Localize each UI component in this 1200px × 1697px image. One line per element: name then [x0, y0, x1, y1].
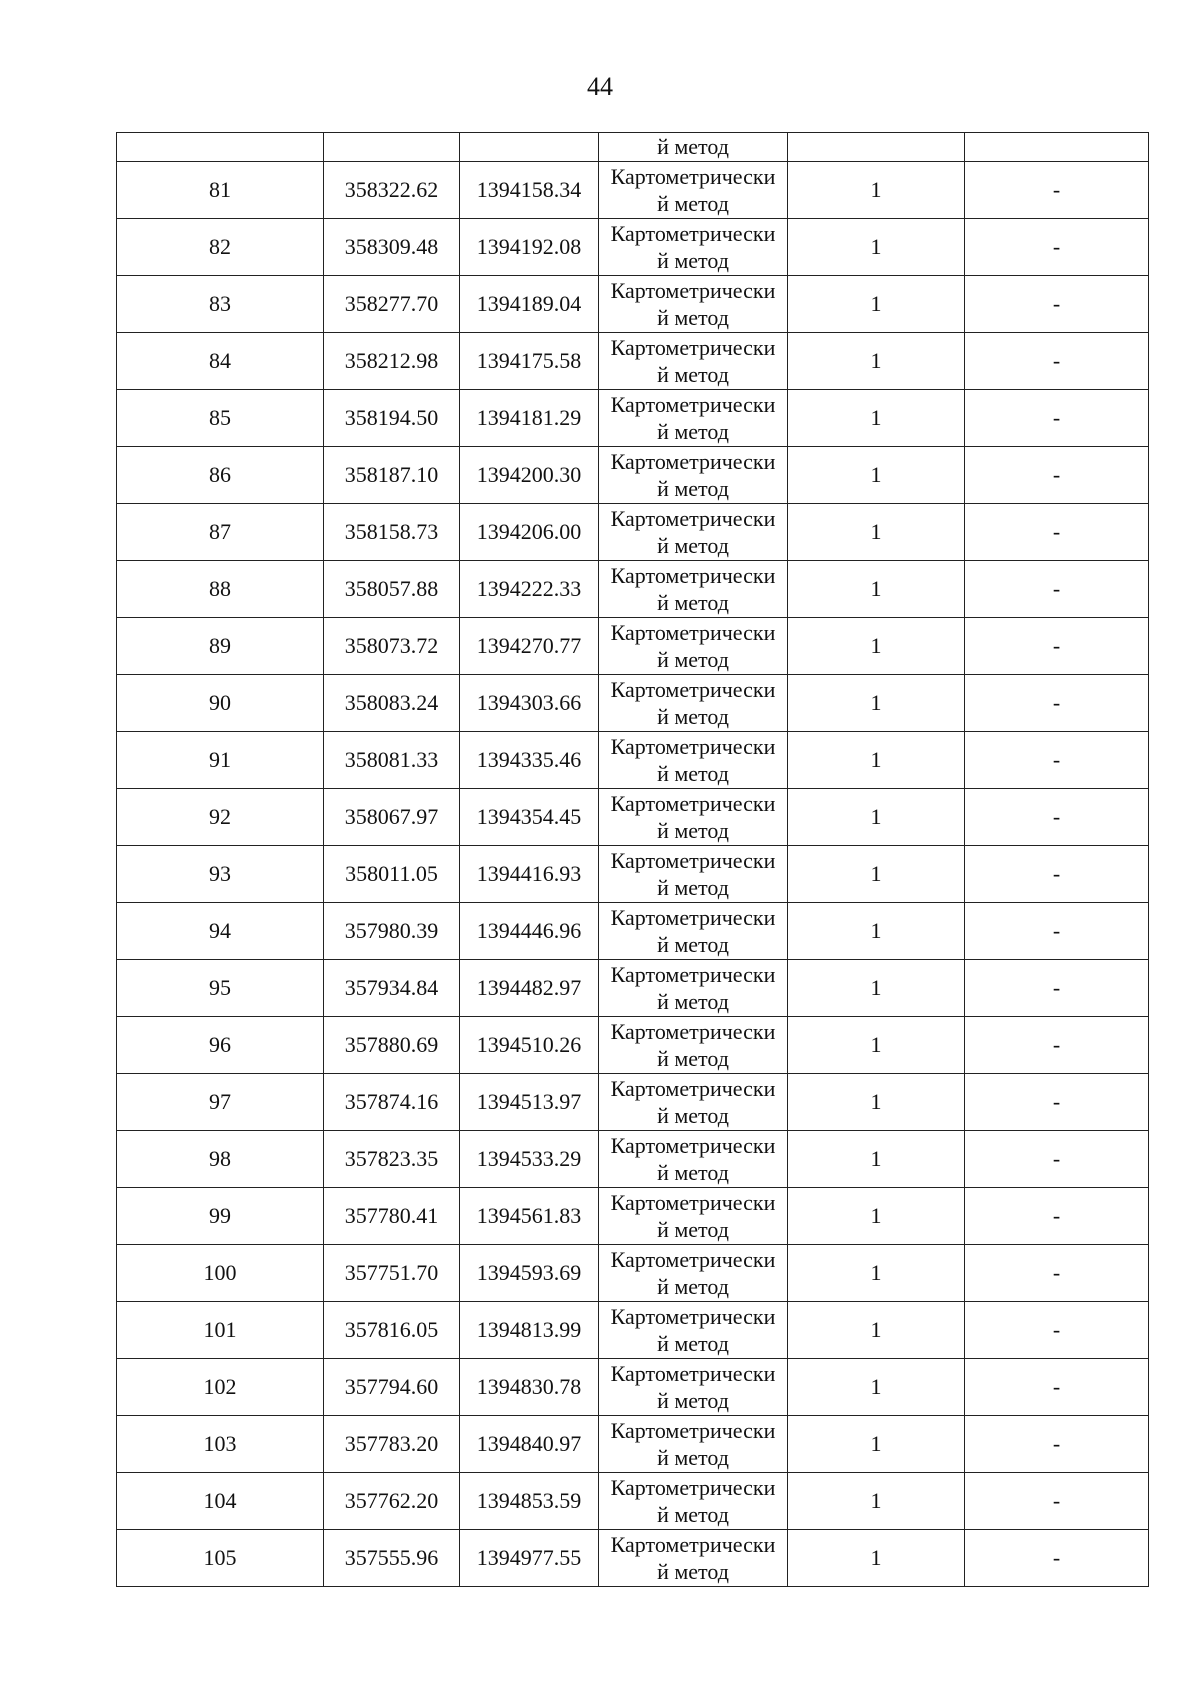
continuation-row	[117, 133, 1149, 162]
method-label	[599, 1474, 787, 1528]
method-line-2: й метод	[657, 1274, 729, 1299]
cell-note: -	[965, 1074, 1149, 1131]
cell-x: 357934.84	[324, 960, 460, 1017]
table-row	[117, 789, 1149, 846]
method-label	[599, 163, 787, 217]
cell-method	[599, 618, 788, 675]
method-label	[599, 277, 787, 331]
method-line-2: й метод	[657, 704, 729, 729]
method-line-2: й метод	[657, 419, 729, 444]
cell-x: 358212.98	[324, 333, 460, 390]
method-label	[599, 220, 787, 274]
cell-x: 358011.05	[324, 846, 460, 903]
cell-note: -	[965, 1131, 1149, 1188]
cell-accuracy: 1	[788, 1017, 965, 1074]
cell-method	[599, 675, 788, 732]
coordinates-table	[116, 132, 1149, 1587]
cell-method	[599, 447, 788, 504]
method-line-2: й метод	[657, 1160, 729, 1185]
cell-accuracy: 1	[788, 1473, 965, 1530]
cell-y: 1394561.83	[460, 1188, 599, 1245]
method-line-2: й метод	[657, 818, 729, 843]
method-line-2: й метод	[657, 248, 729, 273]
cell-number: 98	[117, 1131, 324, 1188]
cell-number: 84	[117, 333, 324, 390]
cell-y: 1394303.66	[460, 675, 599, 732]
cell-method	[599, 133, 788, 162]
cell-accuracy: 1	[788, 1188, 965, 1245]
cell-note: -	[965, 1302, 1149, 1359]
cell-note: -	[965, 333, 1149, 390]
method-label	[599, 1075, 787, 1129]
cell-accuracy: 1	[788, 447, 965, 504]
cell-note: -	[965, 162, 1149, 219]
cell-y: 1394813.99	[460, 1302, 599, 1359]
method-label	[599, 334, 787, 388]
method-line-1: Картометрически	[610, 1019, 776, 1044]
cell-x: 357555.96	[324, 1530, 460, 1587]
cell-y: 1394840.97	[460, 1416, 599, 1473]
cell-number: 102	[117, 1359, 324, 1416]
method-label	[599, 1531, 787, 1585]
table-row	[117, 276, 1149, 333]
method-line-1: Картометрически	[610, 392, 776, 417]
cell-y: 1394270.77	[460, 618, 599, 675]
cell-accuracy: 1	[788, 960, 965, 1017]
table-row	[117, 333, 1149, 390]
cell-note: -	[965, 1017, 1149, 1074]
method-line-1: Картометрически	[610, 848, 776, 873]
cell-x: 357816.05	[324, 1302, 460, 1359]
method-line-2: й метод	[657, 989, 729, 1014]
cell-note: -	[965, 789, 1149, 846]
cell-x: 357823.35	[324, 1131, 460, 1188]
method-line-2: й метод	[657, 1388, 729, 1413]
cell-number: 83	[117, 276, 324, 333]
cell-method	[599, 846, 788, 903]
cell-x: 357874.16	[324, 1074, 460, 1131]
cell-accuracy: 1	[788, 276, 965, 333]
cell-y: 1394181.29	[460, 390, 599, 447]
cell-number: 93	[117, 846, 324, 903]
cell-x	[324, 133, 460, 162]
cell-number: 103	[117, 1416, 324, 1473]
method-line-2: й метод	[657, 1046, 729, 1071]
method-line-2: й метод	[657, 533, 729, 558]
method-label	[599, 448, 787, 502]
cell-method	[599, 903, 788, 960]
cell-y: 1394510.26	[460, 1017, 599, 1074]
table-row	[117, 1188, 1149, 1245]
table-row	[117, 1017, 1149, 1074]
cell-method	[599, 1530, 788, 1587]
method-label	[599, 619, 787, 673]
cell-accuracy: 1	[788, 333, 965, 390]
cell-note: -	[965, 219, 1149, 276]
cell-method	[599, 1245, 788, 1302]
table-row	[117, 903, 1149, 960]
cell-number: 90	[117, 675, 324, 732]
cell-x: 358083.24	[324, 675, 460, 732]
table-row	[117, 390, 1149, 447]
coordinates-table-body	[117, 133, 1149, 1587]
table-row	[117, 219, 1149, 276]
cell-number: 85	[117, 390, 324, 447]
cell-x: 357780.41	[324, 1188, 460, 1245]
cell-note: -	[965, 903, 1149, 960]
cell-method	[599, 390, 788, 447]
cell-number	[117, 133, 324, 162]
method-tail: й метод	[657, 134, 729, 159]
cell-number: 92	[117, 789, 324, 846]
method-line-1: Картометрически	[610, 791, 776, 816]
cell-number: 101	[117, 1302, 324, 1359]
cell-x: 357751.70	[324, 1245, 460, 1302]
cell-y: 1394189.04	[460, 276, 599, 333]
cell-accuracy: 1	[788, 1416, 965, 1473]
cell-method	[599, 276, 788, 333]
cell-y: 1394158.34	[460, 162, 599, 219]
cell-accuracy: 1	[788, 1530, 965, 1587]
cell-y: 1394853.59	[460, 1473, 599, 1530]
cell-number: 104	[117, 1473, 324, 1530]
cell-method	[599, 789, 788, 846]
cell-accuracy: 1	[788, 390, 965, 447]
cell-note: -	[965, 447, 1149, 504]
cell-x: 357783.20	[324, 1416, 460, 1473]
cell-note: -	[965, 1473, 1149, 1530]
table-row	[117, 1245, 1149, 1302]
method-line-1: Картометрически	[610, 1418, 776, 1443]
method-line-2: й метод	[657, 590, 729, 615]
cell-method	[599, 504, 788, 561]
cell-accuracy: 1	[788, 504, 965, 561]
cell-note: -	[965, 1416, 1149, 1473]
table-row	[117, 1359, 1149, 1416]
cell-method	[599, 1359, 788, 1416]
method-line-2: й метод	[657, 1559, 729, 1584]
table-row	[117, 561, 1149, 618]
method-label	[599, 1132, 787, 1186]
cell-y: 1394482.97	[460, 960, 599, 1017]
table-row	[117, 846, 1149, 903]
cell-method	[599, 1416, 788, 1473]
method-line-2: й метод	[657, 1502, 729, 1527]
cell-accuracy: 1	[788, 1359, 965, 1416]
method-line-1: Картометрически	[610, 962, 776, 987]
cell-accuracy: 1	[788, 1074, 965, 1131]
cell-method	[599, 1017, 788, 1074]
table-row	[117, 732, 1149, 789]
table-row	[117, 1302, 1149, 1359]
cell-note: -	[965, 504, 1149, 561]
cell-method	[599, 1473, 788, 1530]
table-row	[117, 618, 1149, 675]
method-line-1: Картометрически	[610, 1304, 776, 1329]
table-row	[117, 447, 1149, 504]
cell-note: -	[965, 960, 1149, 1017]
method-label	[599, 847, 787, 901]
method-line-2: й метод	[657, 1445, 729, 1470]
cell-y: 1394446.96	[460, 903, 599, 960]
cell-method	[599, 162, 788, 219]
cell-accuracy: 1	[788, 789, 965, 846]
cell-x: 358194.50	[324, 390, 460, 447]
cell-note: -	[965, 732, 1149, 789]
method-line-1: Картометрически	[610, 734, 776, 759]
method-label	[599, 505, 787, 559]
method-label	[599, 1360, 787, 1414]
cell-number: 91	[117, 732, 324, 789]
page-number: 44	[587, 72, 613, 101]
table-row	[117, 1473, 1149, 1530]
cell-accuracy: 1	[788, 1245, 965, 1302]
cell-note: -	[965, 618, 1149, 675]
cell-accuracy: 1	[788, 903, 965, 960]
cell-note: -	[965, 846, 1149, 903]
cell-x: 358322.62	[324, 162, 460, 219]
method-label	[599, 1189, 787, 1243]
method-line-2: й метод	[657, 875, 729, 900]
cell-accuracy: 1	[788, 1131, 965, 1188]
cell-accuracy	[788, 133, 965, 162]
method-line-2: й метод	[657, 191, 729, 216]
method-line-2: й метод	[657, 647, 729, 672]
cell-x: 357880.69	[324, 1017, 460, 1074]
method-line-1: Картометрически	[610, 1532, 776, 1557]
cell-number: 97	[117, 1074, 324, 1131]
method-line-2: й метод	[657, 761, 729, 786]
method-line-1: Картометрически	[610, 1247, 776, 1272]
cell-y: 1394830.78	[460, 1359, 599, 1416]
table-row	[117, 1074, 1149, 1131]
method-line-1: Картометрически	[610, 1190, 776, 1215]
cell-method	[599, 1131, 788, 1188]
cell-x: 358081.33	[324, 732, 460, 789]
method-line-1: Картометрически	[610, 677, 776, 702]
cell-x: 358073.72	[324, 618, 460, 675]
method-label	[599, 1018, 787, 1072]
cell-note	[965, 133, 1149, 162]
method-line-1: Картометрически	[610, 1475, 776, 1500]
cell-method	[599, 1302, 788, 1359]
cell-number: 88	[117, 561, 324, 618]
cell-method	[599, 561, 788, 618]
cell-y: 1394175.58	[460, 333, 599, 390]
cell-y: 1394206.00	[460, 504, 599, 561]
method-line-1: Картометрически	[610, 335, 776, 360]
cell-number: 94	[117, 903, 324, 960]
table-row	[117, 1416, 1149, 1473]
table-row	[117, 504, 1149, 561]
method-line-1: Картометрически	[610, 905, 776, 930]
method-line-1: Картометрически	[610, 278, 776, 303]
method-line-2: й метод	[657, 1103, 729, 1128]
method-line-2: й метод	[657, 362, 729, 387]
method-label	[599, 961, 787, 1015]
cell-note: -	[965, 1245, 1149, 1302]
cell-note: -	[965, 390, 1149, 447]
cell-note: -	[965, 1188, 1149, 1245]
cell-y: 1394192.08	[460, 219, 599, 276]
method-line-2: й метод	[657, 305, 729, 330]
cell-y: 1394335.46	[460, 732, 599, 789]
method-line-1: Картометрически	[610, 1076, 776, 1101]
method-label	[599, 562, 787, 616]
cell-accuracy: 1	[788, 846, 965, 903]
cell-accuracy: 1	[788, 162, 965, 219]
method-label	[599, 676, 787, 730]
cell-x: 358277.70	[324, 276, 460, 333]
method-line-2: й метод	[657, 476, 729, 501]
table-row	[117, 1530, 1149, 1587]
cell-number: 95	[117, 960, 324, 1017]
method-line-1: Картометрически	[610, 164, 776, 189]
cell-accuracy: 1	[788, 1302, 965, 1359]
method-line-2: й метод	[657, 932, 729, 957]
method-line-1: Картометрически	[610, 1133, 776, 1158]
method-line-1: Картометрически	[610, 1361, 776, 1386]
cell-number: 100	[117, 1245, 324, 1302]
cell-accuracy: 1	[788, 675, 965, 732]
method-label	[599, 1303, 787, 1357]
cell-x: 357980.39	[324, 903, 460, 960]
method-label	[599, 1246, 787, 1300]
method-line-1: Картометрически	[610, 620, 776, 645]
method-line-1: Картометрически	[610, 221, 776, 246]
cell-y: 1394416.93	[460, 846, 599, 903]
cell-method	[599, 333, 788, 390]
method-label	[599, 1417, 787, 1471]
cell-y: 1394513.97	[460, 1074, 599, 1131]
cell-note: -	[965, 276, 1149, 333]
table-row	[117, 675, 1149, 732]
cell-number: 99	[117, 1188, 324, 1245]
cell-y: 1394977.55	[460, 1530, 599, 1587]
method-line-1: Картометрически	[610, 506, 776, 531]
cell-y	[460, 133, 599, 162]
cell-number: 105	[117, 1530, 324, 1587]
method-label	[599, 904, 787, 958]
cell-accuracy: 1	[788, 732, 965, 789]
table-row	[117, 1131, 1149, 1188]
cell-number: 86	[117, 447, 324, 504]
table-row	[117, 960, 1149, 1017]
table-row	[117, 162, 1149, 219]
cell-y: 1394533.29	[460, 1131, 599, 1188]
cell-x: 358187.10	[324, 447, 460, 504]
cell-x: 357762.20	[324, 1473, 460, 1530]
cell-note: -	[965, 561, 1149, 618]
method-line-1: Картометрически	[610, 449, 776, 474]
cell-x: 357794.60	[324, 1359, 460, 1416]
method-line-1: Картометрически	[610, 563, 776, 588]
cell-number: 82	[117, 219, 324, 276]
method-line-2: й метод	[657, 1217, 729, 1242]
cell-y: 1394222.33	[460, 561, 599, 618]
cell-accuracy: 1	[788, 219, 965, 276]
cell-note: -	[965, 1359, 1149, 1416]
cell-method	[599, 1074, 788, 1131]
cell-x: 358067.97	[324, 789, 460, 846]
cell-x: 358309.48	[324, 219, 460, 276]
cell-accuracy: 1	[788, 561, 965, 618]
cell-y: 1394200.30	[460, 447, 599, 504]
cell-note: -	[965, 1530, 1149, 1587]
cell-method	[599, 960, 788, 1017]
cell-y: 1394354.45	[460, 789, 599, 846]
cell-number: 87	[117, 504, 324, 561]
method-label	[599, 790, 787, 844]
cell-note: -	[965, 675, 1149, 732]
method-label	[599, 391, 787, 445]
cell-number: 89	[117, 618, 324, 675]
cell-x: 358057.88	[324, 561, 460, 618]
method-label	[599, 733, 787, 787]
cell-y: 1394593.69	[460, 1245, 599, 1302]
cell-number: 81	[117, 162, 324, 219]
method-line-2: й метод	[657, 1331, 729, 1356]
cell-method	[599, 1188, 788, 1245]
cell-method	[599, 732, 788, 789]
cell-x: 358158.73	[324, 504, 460, 561]
cell-accuracy: 1	[788, 618, 965, 675]
cell-method	[599, 219, 788, 276]
cell-number: 96	[117, 1017, 324, 1074]
